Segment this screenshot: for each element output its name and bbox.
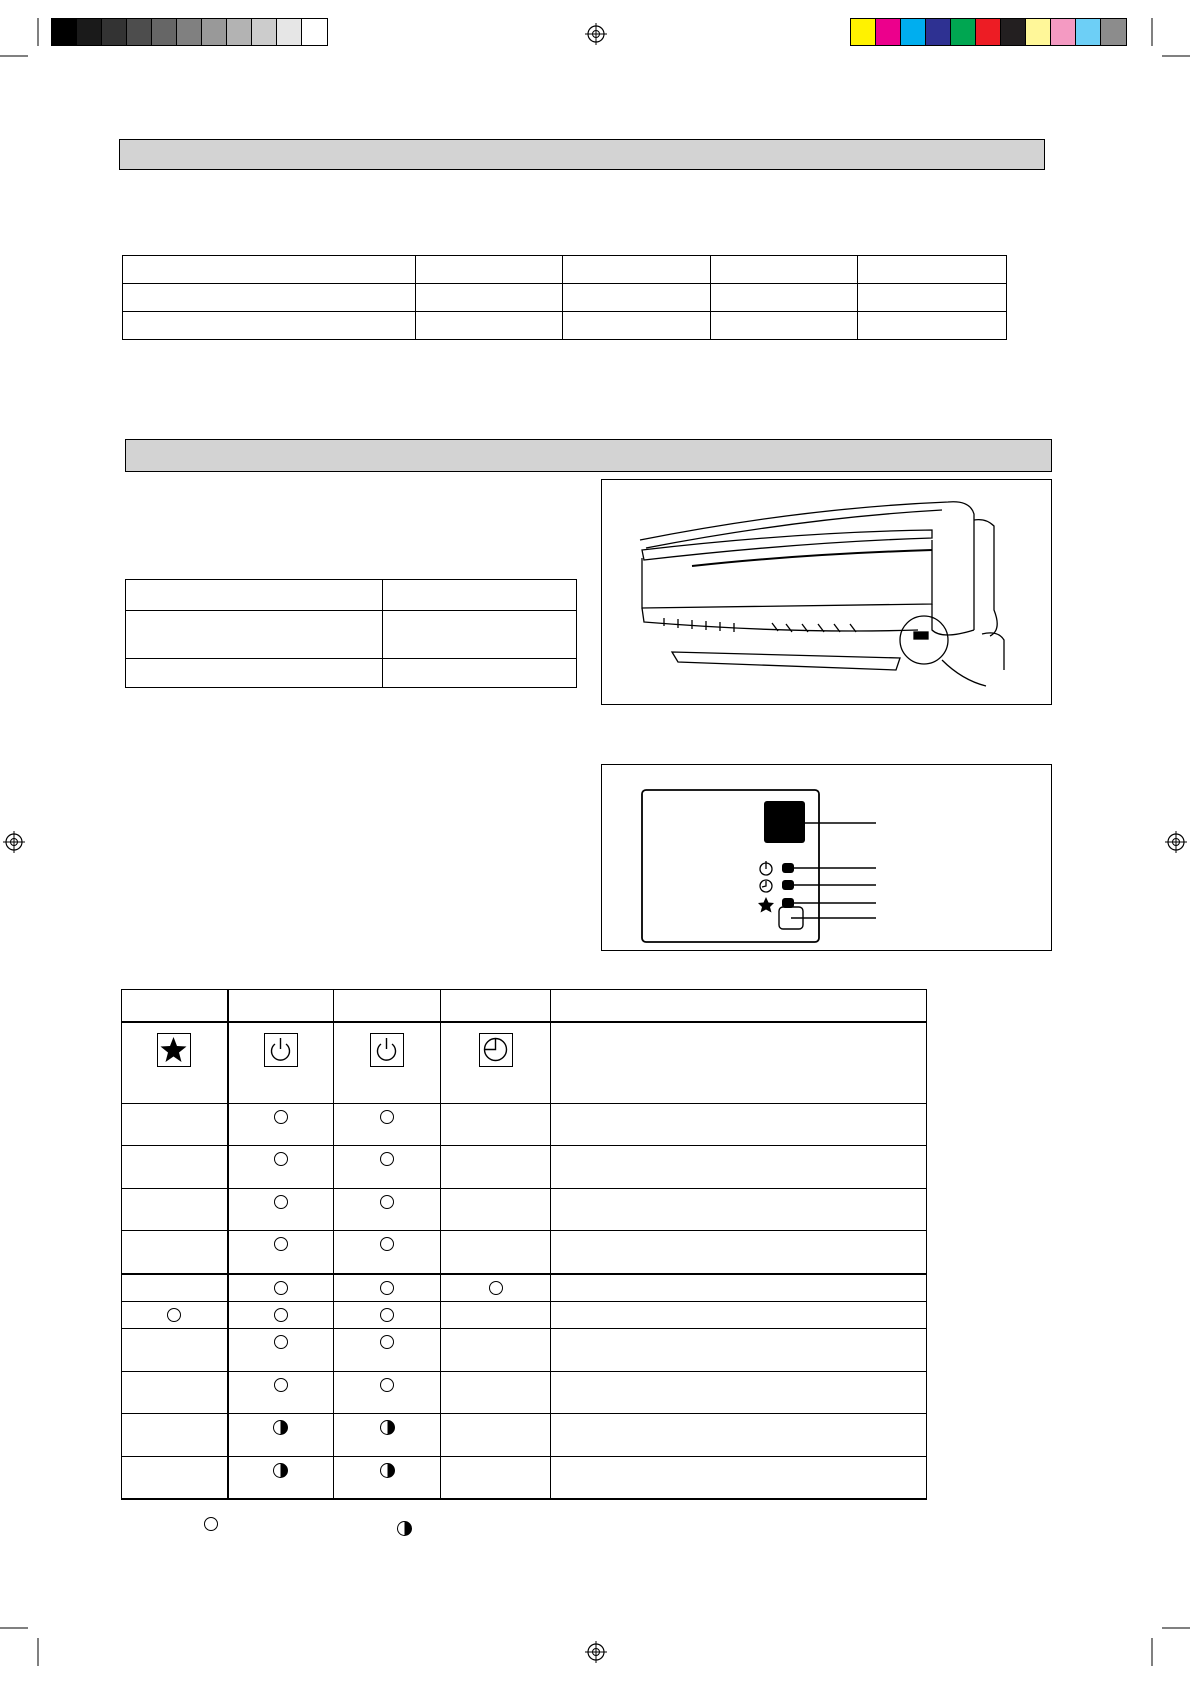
color-swatch	[1076, 19, 1101, 45]
color-swatch	[202, 19, 227, 45]
power-icon	[760, 861, 772, 875]
circle-outline-icon	[274, 1308, 288, 1322]
crosshair-circle-icon	[1165, 831, 1187, 853]
display-window	[764, 801, 805, 843]
color-swatch	[302, 19, 327, 45]
circle-outline-icon	[380, 1152, 394, 1166]
circle-outline-icon	[380, 1378, 394, 1392]
circle-outline-icon	[380, 1237, 394, 1251]
crosshair-circle-icon	[585, 23, 607, 45]
timer-icon	[479, 1033, 513, 1067]
circle-outline-icon	[274, 1378, 288, 1392]
indicator-panel-figure	[601, 764, 1052, 951]
air-conditioner-icon	[602, 480, 1051, 704]
circle-outline-icon	[380, 1281, 394, 1295]
circle-outline-icon	[489, 1281, 503, 1295]
unit-figure	[601, 479, 1052, 705]
circle-outline-icon	[380, 1110, 394, 1124]
color-swatch	[177, 19, 202, 45]
section-header-bar	[125, 439, 1052, 472]
circle-outline-icon	[380, 1335, 394, 1349]
spec-table	[122, 255, 1007, 340]
color-swatch	[52, 19, 77, 45]
color-swatch	[1026, 19, 1051, 45]
color-swatch	[102, 19, 127, 45]
color-swatch	[951, 19, 976, 45]
half-filled-circle-icon	[380, 1420, 395, 1435]
color-swatch	[277, 19, 302, 45]
color-swatch	[926, 19, 951, 45]
color-swatch	[77, 19, 102, 45]
half-filled-circle-icon	[397, 1521, 412, 1536]
section-header-bar	[119, 139, 1045, 170]
crosshair-circle-icon	[3, 831, 25, 853]
color-swatch	[976, 19, 1001, 45]
color-swatch	[901, 19, 926, 45]
color-swatch	[127, 19, 152, 45]
circle-outline-icon	[380, 1308, 394, 1322]
crosshair-circle-icon	[585, 1641, 607, 1663]
half-filled-circle-icon	[273, 1463, 288, 1478]
circle-outline-icon	[274, 1152, 288, 1166]
indicator-status-table	[121, 989, 927, 1500]
circle-outline-icon	[380, 1195, 394, 1209]
circle-outline-icon	[274, 1195, 288, 1209]
star-icon	[157, 1033, 191, 1067]
timer-icon	[760, 880, 772, 892]
power-icon	[370, 1033, 404, 1067]
indicator-location-table	[125, 579, 577, 688]
circle-outline-icon	[274, 1110, 288, 1124]
color-swatch	[851, 19, 876, 45]
circle-outline-icon	[167, 1308, 181, 1322]
circle-outline-icon	[274, 1281, 288, 1295]
color-swatch	[876, 19, 901, 45]
color-swatch	[1051, 19, 1076, 45]
color-swatch	[1001, 19, 1026, 45]
half-filled-circle-icon	[380, 1463, 395, 1478]
color-swatch	[252, 19, 277, 45]
circle-outline-icon	[274, 1237, 288, 1251]
indicator-panel-diagram	[602, 765, 1051, 950]
power-icon	[264, 1033, 298, 1067]
color-swatch	[227, 19, 252, 45]
circle-outline-icon	[274, 1335, 288, 1349]
color-swatch	[152, 19, 177, 45]
color-swatch	[1101, 19, 1126, 45]
circle-outline-icon	[204, 1517, 218, 1531]
star-icon	[758, 897, 774, 913]
half-filled-circle-icon	[273, 1420, 288, 1435]
